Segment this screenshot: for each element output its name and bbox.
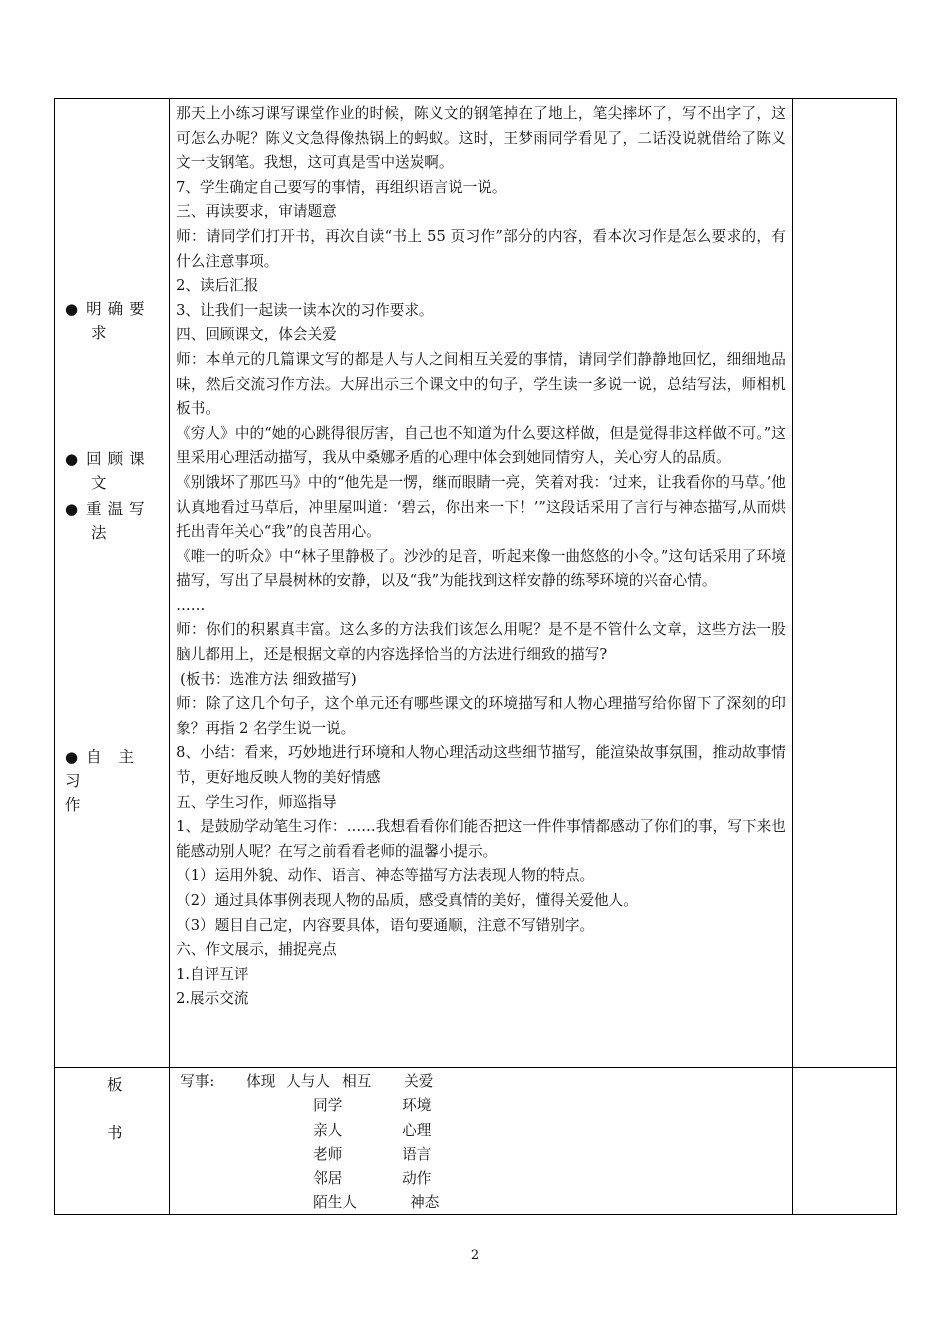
- paragraph: 六、作文展示，捕捉亮点: [176, 941, 337, 959]
- paragraph: 四、回顾课文，体会关爱: [176, 326, 337, 344]
- paragraph: 8、小结：看来，巧妙地进行环境和人物心理活动这些细节描写，能渲染故事氛围，推动故事情节，更好地反映人物的美好情感: [176, 744, 786, 787]
- board-line-heading: 关爱: [404, 1073, 434, 1090]
- paragraph: 3、让我们一起读一读本次的习作要求。: [176, 301, 434, 319]
- paragraph: 师：本单元的几篇课文写的都是人与人之间相互关爱的事情，请同学们静静地回忆，细细地品味，然后交流习作方法。大屏出示三个课文中的句子，学生读一多说一说，总结写法，师相机板书。: [176, 350, 786, 418]
- board-content-cell: [170, 1068, 793, 1215]
- board-people: 邻居: [313, 1170, 343, 1187]
- board-notes-cell: [792, 1068, 896, 1215]
- board-row: [55, 1068, 897, 1215]
- board-line-heading: 相互: [342, 1073, 372, 1090]
- paragraph: 《唯一的听众》中“林子里静极了。沙沙的足音，听起来像一曲悠悠的小令。”这句话采用了环境描写，写出了早晨树林的安静，以及“我”为能找到这样安静的练琴环境的兴奋心情。: [176, 547, 786, 590]
- board-label: 板: [107, 1076, 123, 1094]
- board-people: 老师: [313, 1146, 343, 1163]
- label-review-texts: ● 回顾课 文: [65, 450, 151, 492]
- paragraph: 五、学生习作，师巡指导: [176, 793, 337, 811]
- paragraph: （2）通过具体事例表现人物的品质，感受真情的美好，懂得关爱他人。: [176, 892, 638, 909]
- label-clarify-requirements: ● 明确要 求: [65, 300, 151, 342]
- board-label: 书: [107, 1124, 123, 1142]
- page-number: 2: [470, 1248, 480, 1263]
- paragraph: 师：请同学们打开书，再次自读“书上 55 页习作”部分的内容，看本次习作是怎么要求的，有什么注意事项。: [176, 227, 786, 270]
- paragraph: 2、读后汇报: [176, 277, 259, 295]
- lesson-plan-table: [54, 98, 897, 1215]
- paragraph: 1.自评互评: [176, 965, 249, 983]
- label-review-methods: ● 重温写 法: [65, 500, 151, 542]
- board-method: 神态: [410, 1194, 440, 1211]
- paragraph: 2.展示交流: [176, 990, 249, 1008]
- bullet-icon: ●: [65, 450, 79, 468]
- board-people: 陌生人: [313, 1194, 357, 1211]
- bullet-icon: ●: [65, 748, 79, 766]
- paragraph: （1）运用外貌、动作、语言、神态等描写方法表现人物的特点。: [176, 867, 595, 885]
- bullet-icon: ●: [65, 300, 79, 318]
- paragraph: (板书：选准方法 细致描写): [180, 670, 357, 688]
- section-labels-cell: [55, 99, 170, 1068]
- notes-cell: [792, 99, 896, 1068]
- board-method: 动作: [402, 1170, 432, 1187]
- board-people: 亲人: [313, 1122, 343, 1139]
- board-line-heading: 人与人: [286, 1073, 330, 1090]
- board-line-heading: 体现: [246, 1073, 276, 1090]
- board-method: 心理: [402, 1122, 432, 1139]
- procedure-content-cell: [170, 99, 793, 1068]
- paragraph: 师：除了这几个句子，这个单元还有哪些课文的环境描写和人物心理描写给你留下了深刻的印象？再指 2 名学生说一说。: [176, 695, 786, 737]
- board-line-heading: 写事:: [180, 1073, 215, 1090]
- board-method: 环境: [402, 1097, 432, 1114]
- board-method: 语言: [402, 1146, 432, 1163]
- paragraph: 三、再读要求，审请题意: [176, 203, 337, 221]
- label-independent-writing: ● 自 主 习 作: [65, 748, 141, 814]
- paragraph: 1、是鼓励学动笔生习作：……我想看看你们能否把这一件件事情都感动了你们的事，写下来也能感动别人呢？在写之前看看老师的温馨小提示。: [176, 818, 786, 860]
- procedure-row: [55, 99, 897, 1068]
- bullet-icon: ●: [65, 500, 79, 518]
- paragraph: ……: [176, 596, 206, 614]
- paragraph: 《穷人》中的“她的心跳得很厉害，自己也不知道为什么要这样做，但是觉得非这样做不可。”这里采用心理活动描写，我从中桑娜矛盾的心理中体会到她同情穷人，关心穷人的品质。: [176, 424, 786, 467]
- board-people: 同学: [313, 1097, 343, 1114]
- paragraph: 师：你们的积累真丰富。这么多的方法我们该怎么用呢？是不是不管什么文章，这些方法一股脑儿都用上，还是根据文章的内容选择恰当的方法进行细致的描写?: [176, 621, 786, 664]
- paragraph: 《别饿坏了那匹马》中的“他先是一愣，继而眼睛一亮，笑着对我：‘过来，让我看你的马草。’他认真地看过马草后，冲里屋叫道：‘碧云，你出来一下！’”这段话采用了言行与神态描写,从而烘托出青年关心“我”的良苦用心。: [176, 473, 786, 541]
- paragraph: （3）题目自己定，内容要具体，语句要通顺，注意不写错别字。: [176, 916, 595, 934]
- paragraph: 那天上小练习课写课堂作业的时候，陈义文的钢笔掉在了地上，笔尖摔坏了，写不出字了，这可怎么办呢？陈义文急得像热锅上的蚂蚁。这时，王梦雨同学看见了，二话没说就借给了陈义文一支钢笔。我想，这可真是雪中送炭啊。: [176, 105, 786, 172]
- board-label-cell: [55, 1068, 170, 1215]
- paragraph: 7、学生确定自己要写的事情，再组织语言说一说。: [176, 178, 507, 196]
